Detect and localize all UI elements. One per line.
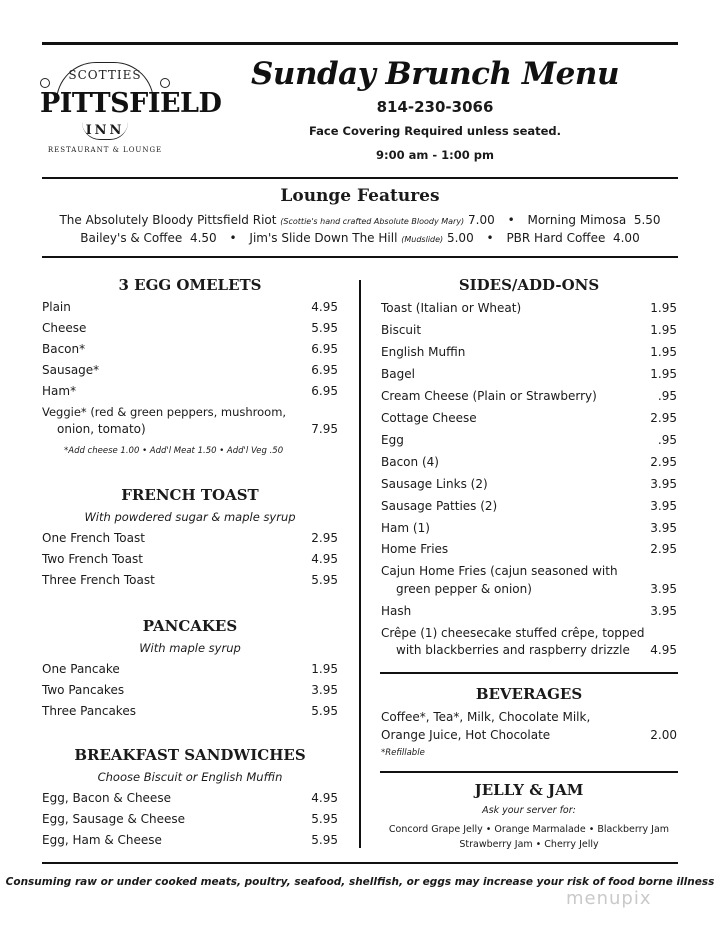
menu-item-price: 5.95: [311, 321, 338, 335]
menu-item-price: 1.95: [650, 301, 677, 315]
menu-item-price: 3.95: [650, 499, 677, 513]
menu-item-price: 2.95: [650, 542, 677, 556]
menu-item-name: Biscuit: [381, 323, 422, 337]
menu-item-name: One Pancake: [42, 662, 120, 676]
menu-item-name-cont: with blackberries and raspberry drizzle: [396, 643, 630, 657]
lounge-separator: •: [507, 213, 515, 227]
menu-item-price: 4.95: [311, 791, 338, 805]
lounge-item-price: 4.00: [612, 231, 640, 245]
french-toast-title: FRENCH TOAST: [121, 486, 259, 504]
menu-item-name: Home Fries: [381, 542, 449, 556]
column-divider: [359, 280, 361, 848]
sandwiches-subtitle: Choose Biscuit or English Muffin: [97, 770, 283, 784]
menu-item-price: 6.95: [311, 342, 338, 356]
beverages-line-1: Coffee*, Tea*, Milk, Chocolate Milk,: [381, 710, 591, 724]
menu-item-name: Egg, Ham & Cheese: [42, 833, 162, 847]
menu-item-price: 5.95: [311, 573, 338, 587]
watermark: menupix: [566, 888, 652, 909]
phone-number: 814-230-3066: [376, 98, 494, 116]
menu-item-price: 3.95: [650, 604, 677, 618]
beverages-rule: [380, 672, 678, 674]
lounge-item-price: 7.00: [468, 213, 495, 227]
logo-swirl-left-icon: [40, 78, 50, 88]
lounge-separator: •: [486, 231, 494, 245]
lounge-line-2: [0, 231, 720, 245]
brunch-hours: 9:00 am - 1:00 pm: [376, 148, 494, 162]
menu-item-price: 1.95: [650, 345, 677, 359]
menu-item-name: Bacon (4): [381, 455, 439, 469]
menu-item-price: 3.95: [650, 582, 677, 596]
menu-title: Sunday Brunch Menu: [251, 56, 619, 92]
footer-rule: [42, 862, 678, 864]
lounge-item-note: (Scottie's hand crafted Absolute Bloody Mary): [280, 217, 465, 226]
menu-item-price: 1.95: [650, 323, 677, 337]
menu-item-name: Ham*: [42, 384, 77, 398]
menu-item-price: 3.95: [650, 477, 677, 491]
menu-item-name: Plain: [42, 300, 71, 314]
menu-item-name: Sausage Patties (2): [381, 499, 498, 513]
sides-title: SIDES/ADD-ONS: [458, 276, 600, 294]
menu-item-name: Ham (1): [381, 521, 430, 535]
header-rule: [42, 177, 678, 179]
logo-swirl-right-icon: [160, 78, 170, 88]
lounge-item-name: Morning Mimosa: [527, 213, 627, 227]
menu-item-price: 5.95: [311, 704, 338, 718]
menu-item-name: Three Pancakes: [42, 704, 136, 718]
menu-item-price: 1.95: [311, 662, 338, 676]
lounge-separator: •: [229, 231, 237, 245]
menu-item-name: Crêpe (1) cheesecake stuffed crêpe, topped: [381, 626, 645, 640]
restaurant-logo: [40, 68, 222, 160]
pancakes-title: PANCAKES: [142, 617, 238, 635]
omelets-title: 3 EGG OMELETS: [118, 276, 262, 294]
pancakes-subtitle: With maple syrup: [139, 641, 241, 655]
menu-item-price: 1.95: [650, 367, 677, 381]
menu-item-name: Cream Cheese (Plain or Strawberry): [381, 389, 597, 403]
lounge-item-price: 5.50: [633, 213, 661, 227]
menu-item-name: Hash: [381, 604, 412, 618]
menu-item-price: 6.95: [311, 363, 338, 377]
menu-item-price: 3.95: [311, 683, 338, 697]
beverages-title: BEVERAGES: [475, 685, 583, 703]
menu-item-name: Cheese: [42, 321, 87, 335]
lounge-item-name: Jim's Slide Down The Hill: [249, 231, 398, 245]
logo-scotties: SCOTTIES: [68, 68, 142, 82]
menu-item-price: .95: [657, 389, 677, 403]
beverages-price: 2.00: [650, 728, 677, 742]
face-covering-notice: Face Covering Required unless seated.: [308, 124, 562, 138]
sandwiches-title: BREAKFAST SANDWICHES: [74, 746, 306, 764]
lounge-item-price: 4.50: [189, 231, 217, 245]
lounge-item-name: Bailey's & Coffee: [80, 231, 183, 245]
menu-item-name: Egg, Sausage & Cheese: [42, 812, 185, 826]
menu-item-price: 3.95: [650, 521, 677, 535]
lounge-rule: [42, 256, 678, 258]
jelly-subtitle: Ask your server for:: [482, 805, 576, 816]
lounge-item-price: 5.00: [446, 231, 474, 245]
logo-inn: INN: [85, 123, 125, 138]
menu-item-name: Two French Toast: [42, 552, 143, 566]
lounge-item-name: The Absolutely Bloody Pittsfield Riot: [59, 213, 277, 227]
menu-item-price: 2.95: [650, 455, 677, 469]
logo-subtitle: RESTAURANT & LOUNGE: [47, 146, 163, 154]
french-toast-subtitle: With powdered sugar & maple syrup: [84, 510, 296, 524]
food-safety-warning: Consuming raw or under cooked meats, poultry, seafood, shellfish, or eggs may increase your risk of food borne illness: [5, 876, 715, 888]
menu-item-name: Sausage Links (2): [381, 477, 488, 491]
menu-item-name: English Muffin: [381, 345, 466, 359]
lounge-line-1: [0, 213, 720, 227]
menu-item-name: Cottage Cheese: [381, 411, 477, 425]
lounge-item-note: (Mudslide): [401, 235, 444, 244]
menu-item-price: 4.95: [311, 552, 338, 566]
lounge-item-name: PBR Hard Coffee: [506, 231, 606, 245]
menu-item-name: Veggie* (red & green peppers, mushroom,: [42, 405, 287, 419]
logo-name: PITTSFIELD: [40, 88, 222, 119]
menu-item-name: Two Pancakes: [42, 683, 125, 697]
menu-item-name-cont: onion, tomato): [57, 422, 146, 436]
jelly-title: JELLY & JAM: [474, 781, 584, 799]
menu-item-name: Cajun Home Fries (cajun seasoned with: [381, 564, 618, 578]
menu-item-name: Egg: [381, 433, 404, 447]
menu-item-name: Sausage*: [42, 363, 100, 377]
menu-item-price: 2.95: [650, 411, 677, 425]
beverages-line-2: Orange Juice, Hot Chocolate: [381, 728, 551, 742]
jelly-line-1: Concord Grape Jelly • Orange Marmalade • Blackberry Jam: [388, 824, 670, 835]
menu-item-price: 4.95: [311, 300, 338, 314]
jelly-line-2: Strawberry Jam • Cherry Jelly: [459, 839, 599, 850]
menu-item-price: 6.95: [311, 384, 338, 398]
lounge-features-title: Lounge Features: [280, 186, 440, 206]
beverages-refillable-note: *Refillable: [381, 748, 425, 758]
menu-item-name: Bagel: [381, 367, 415, 381]
menu-item-price: .95: [657, 433, 677, 447]
menu-item-name: One French Toast: [42, 531, 145, 545]
jelly-rule: [380, 771, 678, 773]
menu-item-price: 2.95: [311, 531, 338, 545]
menu-item-price: 5.95: [311, 812, 338, 826]
menu-item-name: Bacon*: [42, 342, 86, 356]
menu-item-name-cont: green pepper & onion): [396, 582, 532, 596]
menu-item-price: 7.95: [311, 422, 338, 436]
menu-item-name: Egg, Bacon & Cheese: [42, 791, 171, 805]
menu-item-name: Three French Toast: [42, 573, 155, 587]
menu-item-price: 5.95: [311, 833, 338, 847]
omelets-addon-note: *Add cheese 1.00 • Add'l Meat 1.50 • Add'l Veg .50: [64, 446, 284, 456]
menu-item-name: Toast (Italian or Wheat): [381, 301, 522, 315]
top-rule: [42, 42, 678, 45]
menu-item-price: 4.95: [650, 643, 677, 657]
